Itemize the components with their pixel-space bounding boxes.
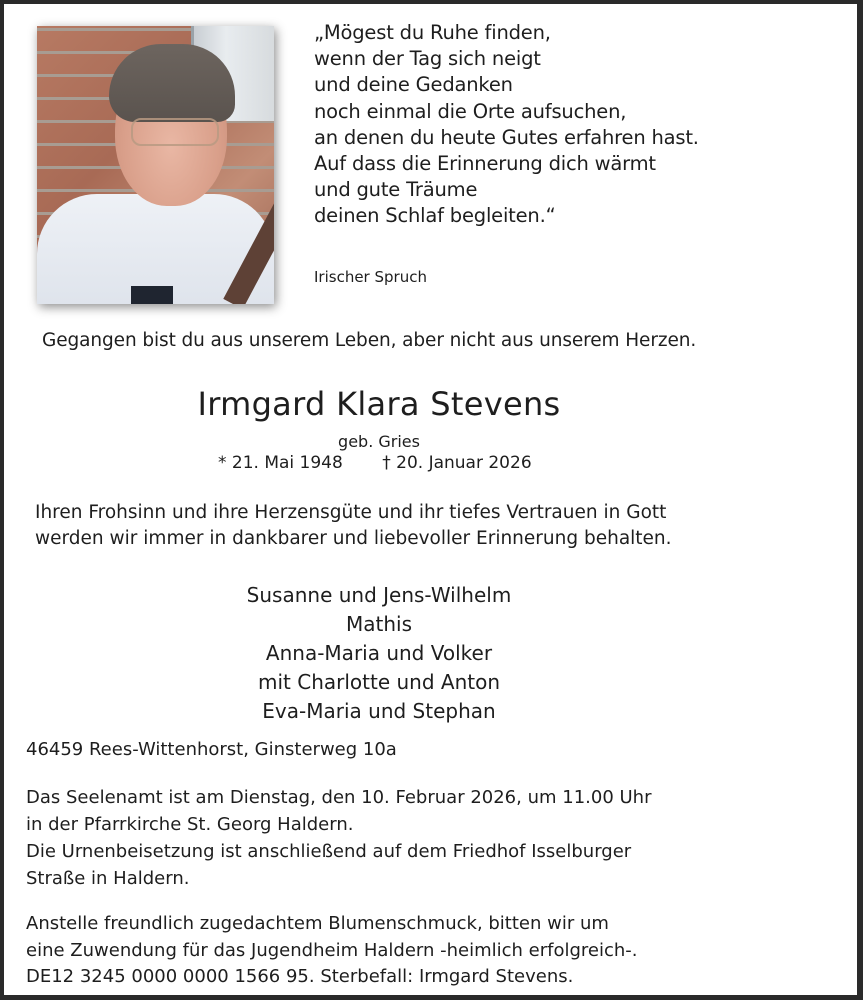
poem-line: Auf dass die Erinnerung dich wärmt <box>314 152 656 176</box>
mourner-line: Susanne und Jens-Wilhelm <box>246 583 512 607</box>
mourner-line: mit Charlotte und Anton <box>257 670 500 694</box>
tribute-text <box>35 500 672 552</box>
donation-request <box>26 911 638 991</box>
donation-line: Anstelle freundlich zugedachtem Blumenschmuck, bitten wir um <box>26 913 609 934</box>
poem-line: und gute Träume <box>314 178 478 202</box>
motto: Gegangen bist du aus unserem Leben, aber nicht aus unserem Herzen. <box>42 330 697 351</box>
maiden-name: geb. Gries <box>338 432 420 451</box>
poem-line: noch einmal die Orte aufsuchen, <box>314 99 627 123</box>
service-line: Das Seelenamt ist am Dienstag, den 10. Februar 2026, um 11.00 Uhr <box>26 787 652 808</box>
portrait-photo-frame <box>37 26 274 304</box>
poem-quote <box>314 20 699 230</box>
service-line: Straße in Haldern. <box>26 868 190 889</box>
deceased-name: Irmgard Klara Stevens <box>197 385 561 423</box>
service-line: in der Pfarrkirche St. Georg Haldern. <box>26 814 354 835</box>
service-details <box>26 784 651 892</box>
quote-source: Irischer Spruch <box>314 268 427 286</box>
life-dates <box>218 453 532 473</box>
donation-line: DE12 3245 0000 0000 1566 95. Sterbefall: Irmgard Stevens. <box>26 966 574 987</box>
obituary-notice <box>4 4 857 995</box>
death-date: † 20. Januar 2026 <box>382 453 532 473</box>
mourner-line: Anna-Maria und Volker <box>265 641 493 665</box>
donation-line: eine Zuwendung für das Jugendheim Haldern -heimlich erfolgreich-. <box>26 939 638 961</box>
poem-line: und deine Gedanken <box>314 73 513 97</box>
service-line: Die Urnenbeisetzung ist anschließend auf dem Friedhof Isselburger <box>26 841 632 862</box>
photo-hair <box>109 44 235 122</box>
family-address: 46459 Rees-Wittenhorst, Ginsterweg 10a <box>26 739 397 760</box>
poem-line: „Mögest du Ruhe finden, <box>314 21 551 44</box>
poem-line: deinen Schlaf begleiten.“ <box>314 204 556 228</box>
mourner-line: Mathis <box>345 612 412 636</box>
photo-glasses <box>131 118 219 146</box>
tribute-line: werden wir immer in dankbarer und liebevoller Erinnerung behalten. <box>35 528 672 549</box>
poem-line: wenn der Tag sich neigt <box>314 47 541 71</box>
tribute-line: Ihren Frohsinn und ihre Herzensgüte und ihr tiefes Vertrauen in Gott <box>35 502 667 523</box>
mourner-line: Eva-Maria und Stephan <box>262 699 496 723</box>
photo-undershirt <box>131 286 173 304</box>
poem-line: an denen du heute Gutes erfahren hast. <box>314 125 699 149</box>
birth-date: * 21. Mai 1948 <box>218 453 343 473</box>
mourners-list <box>4 581 754 726</box>
portrait-photo <box>37 26 274 304</box>
